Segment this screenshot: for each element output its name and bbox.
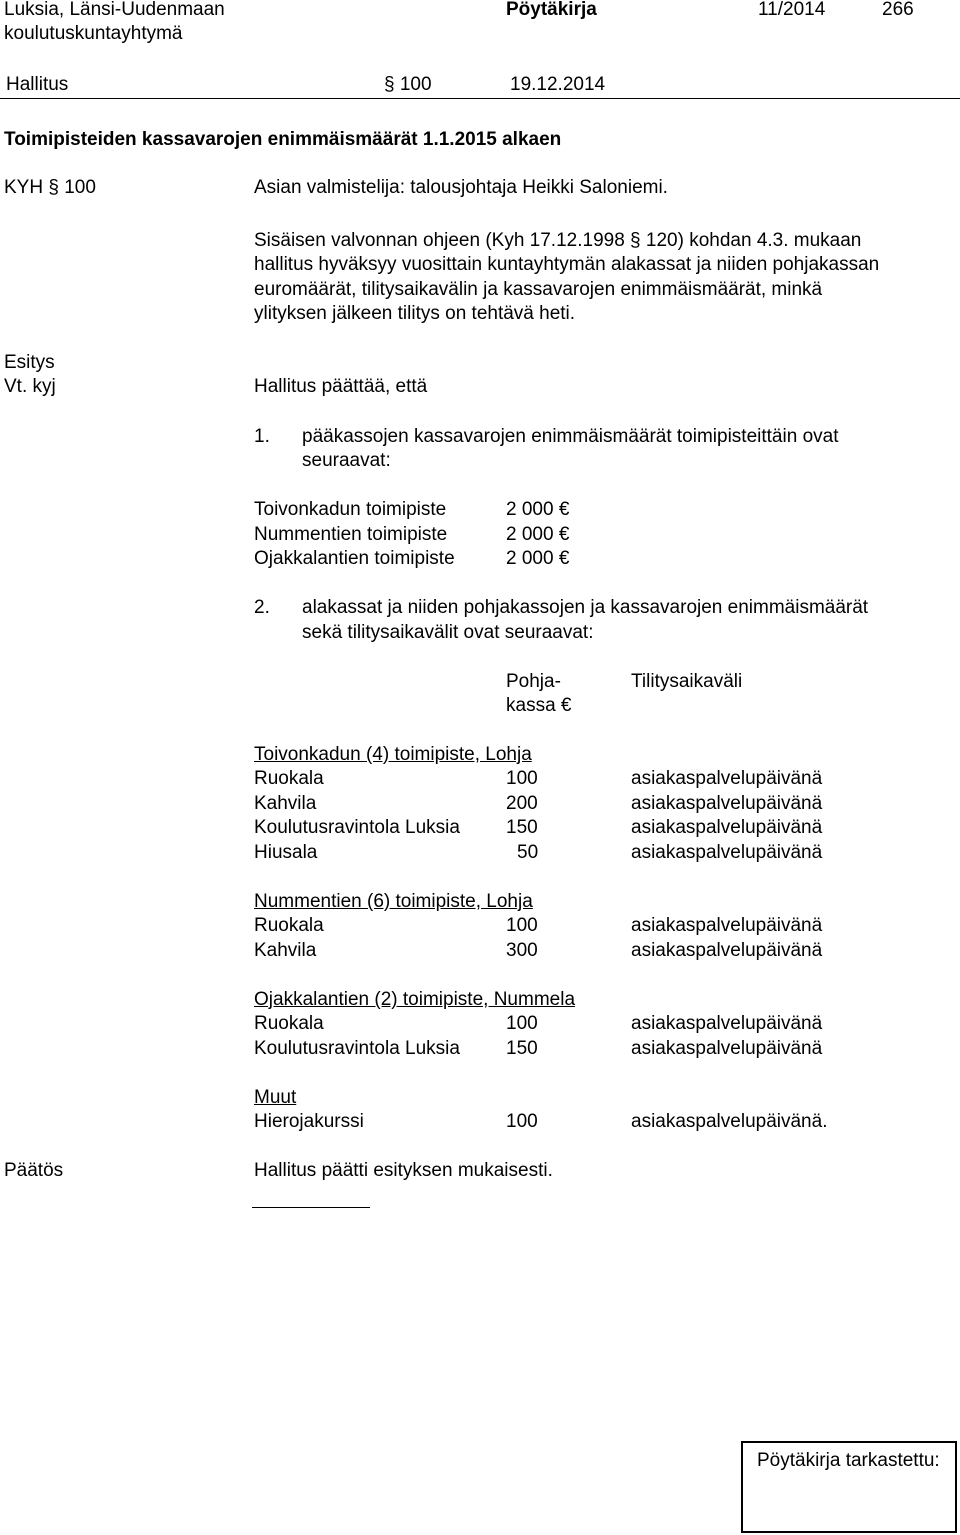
intro-line-4: ylityksen jälkeen tilitys on tehtävä heti. (254, 303, 576, 324)
row-amount: 300 (506, 940, 538, 961)
item-1-line-1: pääkassojen kassavarojen enimmäismäärät toimipisteittäin ovat (302, 426, 839, 447)
page-number: 266 (882, 0, 914, 20)
review-box (741, 1441, 957, 1533)
main-cash-name: Toivonkadun toimipiste (254, 499, 447, 520)
row-amount: 50 (517, 842, 539, 863)
row-amount: 150 (506, 1038, 538, 1059)
row-amount: 100 (506, 1013, 538, 1034)
header-divider (0, 98, 960, 99)
review-box-label: Pöytäkirja tarkastettu: (757, 1450, 940, 1471)
group-heading: Muut (254, 1087, 297, 1108)
row-interval: asiakaspalvelupäivänä (631, 842, 823, 863)
proposal-label: Esitys (4, 352, 55, 373)
column-header-base-line2: kassa € (506, 695, 572, 716)
section-number: § 100 (384, 74, 432, 95)
main-cash-amount: 2 000 € (506, 524, 570, 545)
row-interval: asiakaspalvelupäivänä (631, 1013, 823, 1034)
row-name: Kahvila (254, 940, 317, 961)
row-amount: 150 (506, 817, 538, 838)
doc-type: Pöytäkirja (506, 0, 597, 20)
org-name-line2: koulutuskuntayhtymä (4, 23, 183, 44)
row-interval: asiakaspalvelupäivänä (631, 1038, 823, 1059)
row-name: Koulutusravintola Luksia (254, 817, 460, 838)
row-name: Ruokala (254, 915, 324, 936)
item-2-line-2: sekä tilitysaikavälit ovat seuraavat: (302, 622, 594, 643)
issue-number: 11/2014 (758, 0, 826, 20)
row-name: Hiusala (254, 842, 318, 863)
group-heading: Ojakkalantien (2) toimipiste, Nummela (254, 989, 576, 1010)
proposer-label: Vt. kyj (4, 376, 56, 397)
group-heading: Toivonkadun (4) toimipiste, Lohja (254, 744, 532, 765)
item-2-number: 2. (254, 597, 270, 618)
item-1-number: 1. (254, 426, 270, 447)
row-name: Ruokala (254, 1013, 324, 1034)
row-interval: asiakaspalvelupäivänä (631, 793, 823, 814)
main-cash-name: Ojakkalantien toimipiste (254, 548, 455, 569)
meeting-body: Hallitus (6, 74, 69, 95)
column-header-interval: Tilitysaikaväli (631, 671, 743, 692)
row-name: Hierojakurssi (254, 1111, 364, 1132)
proposal-lead: Hallitus päättää, että (254, 376, 428, 397)
row-name: Kahvila (254, 793, 317, 814)
org-name-line1: Luksia, Länsi-Uudenmaan (4, 0, 225, 20)
row-interval: asiakaspalvelupäivänä (631, 915, 823, 936)
preparer-line: Asian valmistelija: talousjohtaja Heikki Saloniemi. (254, 177, 668, 198)
decision-text: Hallitus päätti esityksen mukaisesti. (254, 1160, 553, 1181)
row-amount: 200 (506, 793, 538, 814)
item-2-line-1: alakassat ja niiden pohjakassojen ja kassavarojen enimmäismäärät (302, 597, 869, 618)
main-cash-name: Nummentien toimipiste (254, 524, 448, 545)
group-heading: Nummentien (6) toimipiste, Lohja (254, 891, 533, 912)
row-interval: asiakaspalvelupäivänä. (631, 1111, 828, 1132)
row-amount: 100 (506, 915, 538, 936)
row-name: Ruokala (254, 768, 324, 789)
row-name: Koulutusravintola Luksia (254, 1038, 460, 1059)
column-header-base-line1: Pohja- (506, 671, 561, 692)
row-interval: asiakaspalvelupäivänä (631, 768, 823, 789)
decision-label: Päätös (4, 1160, 64, 1181)
closing-rule (252, 1207, 370, 1208)
intro-line-1: Sisäisen valvonnan ohjeen (Kyh 17.12.1998 § 120) kohdan 4.3. mukaan (254, 230, 862, 251)
row-interval: asiakaspalvelupäivänä (631, 940, 823, 961)
row-amount: 100 (506, 768, 538, 789)
row-interval: asiakaspalvelupäivänä (631, 817, 823, 838)
meeting-date: 19.12.2014 (510, 74, 606, 95)
row-amount: 100 (506, 1111, 538, 1132)
main-cash-amount: 2 000 € (506, 499, 570, 520)
intro-line-3: euromäärät, tilitysaikavälin ja kassavarojen enimmäismäärät, minkä (254, 279, 823, 300)
main-cash-amount: 2 000 € (506, 548, 570, 569)
kyh-label: KYH § 100 (4, 177, 96, 198)
document-title: Toimipisteiden kassavarojen enimmäismäärät 1.1.2015 alkaen (4, 129, 562, 150)
intro-line-2: hallitus hyväksyy vuosittain kuntayhtymän alakassat ja niiden pohjakassan (254, 254, 880, 275)
item-1-line-2: seuraavat: (302, 450, 391, 471)
